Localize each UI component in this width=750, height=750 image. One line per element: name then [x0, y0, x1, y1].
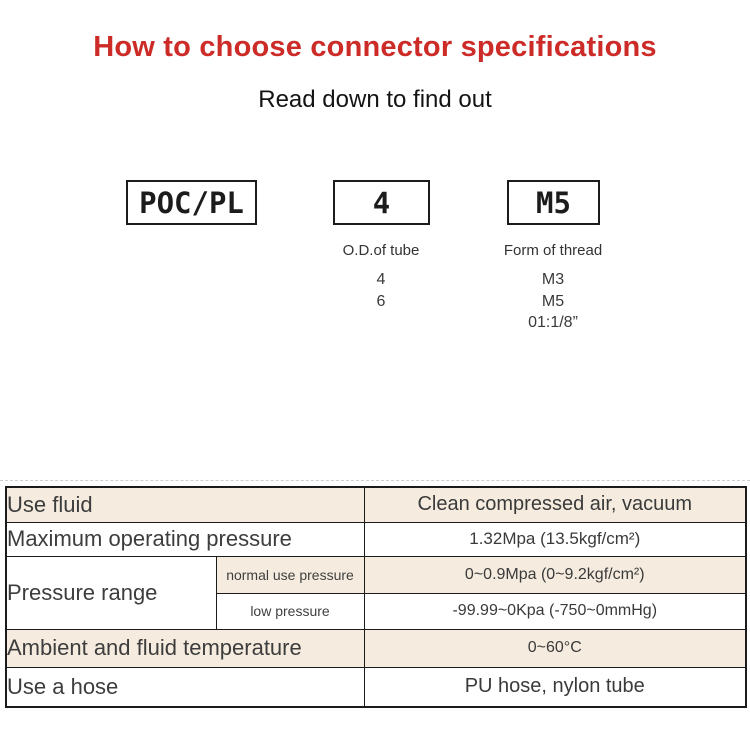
row-value-low-pressure: -99.99~0Kpa (-750~0mmHg) [364, 593, 746, 629]
model-series-label: POC/PL [139, 185, 244, 220]
table-row [6, 556, 746, 593]
table-row [6, 487, 746, 522]
spec-table [5, 486, 747, 708]
tube-option: 4 [376, 271, 386, 288]
tube-size-label: 4 [372, 185, 391, 220]
row-label-temperature: Ambient and fluid temperature [6, 629, 364, 667]
row-label-use-fluid: Use fluid [6, 487, 364, 522]
row-value-use-fluid: Clean compressed air, vacuum [364, 487, 746, 522]
row-value-temperature: 0~60°C [364, 629, 746, 667]
tube-option: 6 [376, 292, 386, 310]
thread-size-label: M5 [536, 185, 571, 220]
sub-label-low-pressure: low pressure [216, 593, 364, 629]
thread-option: M3 [541, 271, 565, 288]
table-row [6, 667, 746, 707]
model-series-box [126, 180, 257, 225]
row-value-normal-pressure: 0~0.9Mpa (0~9.2kgf/cm²) [364, 556, 746, 593]
tube-size-box [333, 180, 430, 225]
row-label-hose: Use a hose [6, 667, 364, 707]
page-subtitle: Read down to find out [258, 86, 492, 113]
sub-label-normal-pressure: normal use pressure [216, 556, 364, 593]
thread-size-box [507, 180, 600, 225]
table-row [6, 522, 746, 556]
thread-caption: Form of thread [503, 242, 603, 259]
row-label-pressure-range: Pressure range [6, 556, 216, 629]
separator-line [0, 480, 750, 481]
row-value-max-pressure: 1.32Mpa (13.5kgf/cm²) [364, 522, 746, 556]
thread-option: M5 [541, 292, 565, 310]
table-row [6, 629, 746, 667]
page-title: How to choose connector specifications [93, 31, 657, 63]
row-label-max-pressure: Maximum operating pressure [6, 522, 364, 556]
thread-options [473, 269, 633, 334]
tube-options [301, 269, 461, 312]
tube-caption: O.D.of tube [342, 242, 420, 259]
row-value-hose: PU hose, nylon tube [364, 667, 746, 707]
thread-option: 01:1/8” [528, 314, 578, 331]
